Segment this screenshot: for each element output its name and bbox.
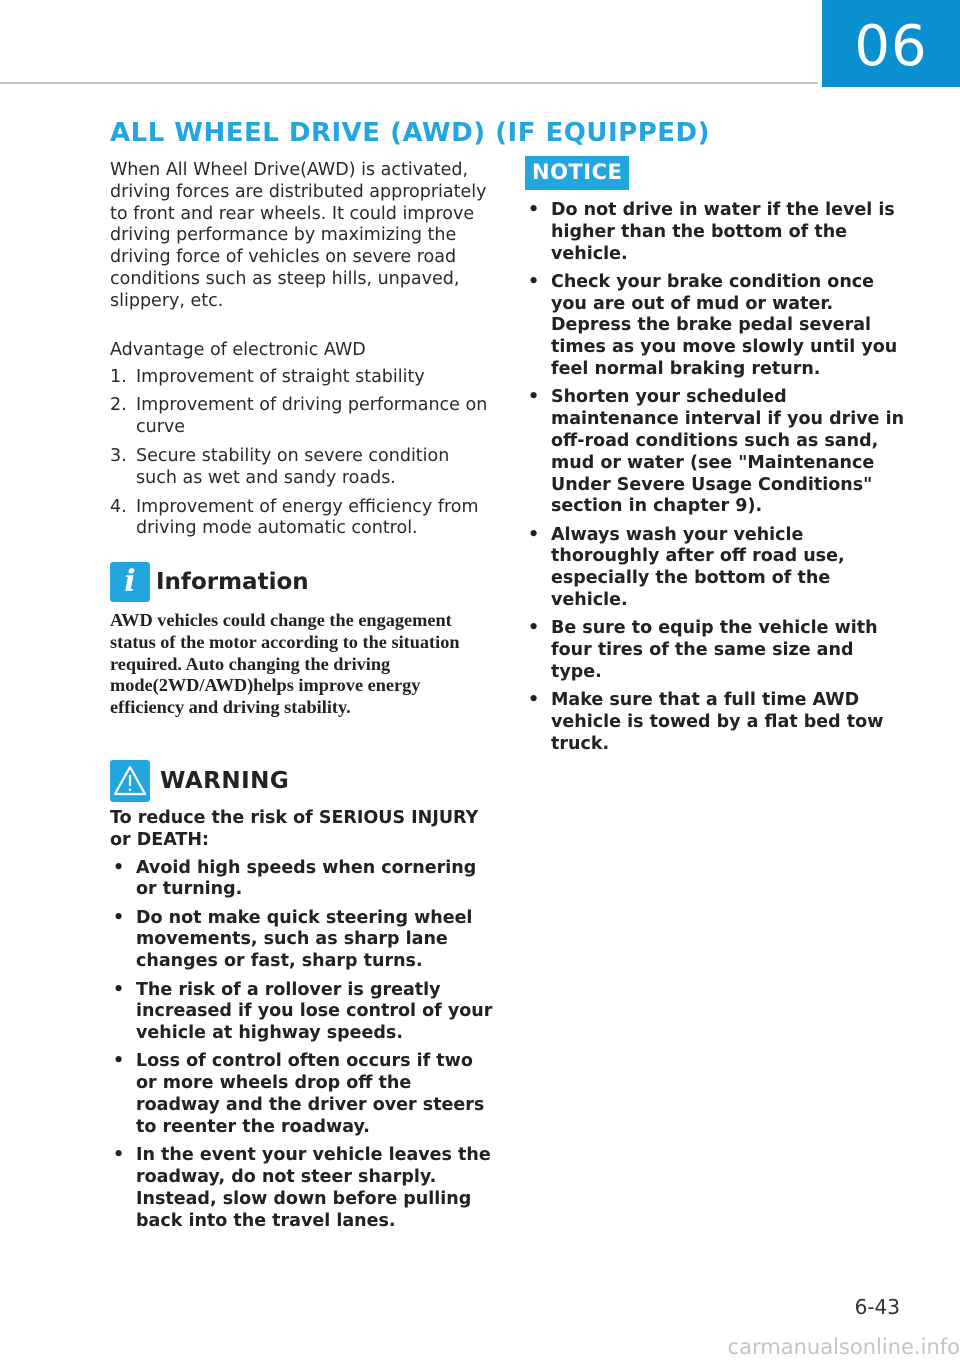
list-item: • Shorten your scheduled maintenance interval if you drive in off-road conditions such as sand, mud or water (see "Maintenance Under Severe Usage Conditions" section in chapter 9). xyxy=(528,387,905,517)
chapter-number: 06 xyxy=(854,14,928,79)
list-item: 1. Improvement of straight stability xyxy=(110,366,425,387)
information-label: Information xyxy=(156,569,309,595)
list-item: 2. Improvement of driving performance on curve xyxy=(110,395,488,438)
section-title: ALL WHEEL DRIVE (AWD) (IF EQUIPPED) xyxy=(110,118,710,148)
list-item: • Always wash your vehicle thoroughly after off road use, especially the bottom of the vehicle. xyxy=(528,524,845,611)
list-item: • In the event your vehicle leaves the roadway, do not steer sharply. Instead, slow down before pulling back into the travel lanes. xyxy=(113,1145,491,1231)
info-icon: i xyxy=(110,562,150,602)
advantages-title: Advantage of electronic AWD xyxy=(110,339,366,360)
list-item: • Loss of control often occurs if two or more wheels drop off the roadway and the driver over steers to reenter the roadway. xyxy=(113,1051,485,1137)
warning-label: WARNING xyxy=(160,768,290,794)
notice-badge: NOTICE xyxy=(525,156,629,190)
list-item: 4. Improvement of energy efficiency from driving mode automatic control. xyxy=(110,496,479,539)
warning-header xyxy=(110,760,495,802)
warning-intro: To reduce the risk of SERIOUS INJURY or DEATH: xyxy=(110,808,479,850)
warning-list xyxy=(110,858,495,1233)
page-number: 6-43 xyxy=(854,1295,900,1319)
information-text: AWD vehicles could change the engagement status of the motor according to the situation required. Auto changing the driving mode(2WD/AWD)helps improve energy efficiency and driving stability. xyxy=(110,610,460,718)
list-item: • Do not drive in water if the level is higher than the bottom of the vehicle. xyxy=(528,200,895,264)
list-item: • Do not make quick steering wheel movements, such as sharp lane changes or fast, sharp turns. xyxy=(113,907,473,972)
watermark: carmanualsonline.info xyxy=(727,1335,960,1359)
list-item: • Make sure that a full time AWD vehicle is towed by a flat bed tow truck. xyxy=(528,690,884,754)
right-column xyxy=(525,156,910,762)
list-item: • The risk of a rollover is greatly increased if you lose control of your vehicle at highway speeds. xyxy=(113,979,493,1044)
warning-triangle-icon xyxy=(110,760,150,802)
information-header xyxy=(110,562,490,602)
chapter-tab xyxy=(822,0,960,87)
left-column xyxy=(110,160,490,547)
notice-list xyxy=(525,200,910,756)
header-rule xyxy=(0,82,818,84)
warning-box xyxy=(110,760,495,1239)
advantages-list xyxy=(110,367,490,541)
list-item: • Check your brake condition once you are out of mud or water. Depress the brake pedal several times as you move slowly until you feel normal braking return. xyxy=(528,271,898,380)
list-item: • Avoid high speeds when cornering or turning. xyxy=(113,857,477,900)
list-item: • Be sure to equip the vehicle with four tires of the same size and type. xyxy=(528,618,878,682)
intro-paragraph: When All Wheel Drive(AWD) is activated, driving forces are distributed appropriately to front and rear wheels. It could improve driving performance by maximizing the driving force of vehicles on severe road conditions such as steep hills, unpaved, slippery, etc. xyxy=(110,160,487,311)
list-item: 3. Secure stability on severe condition such as wet and sandy roads. xyxy=(110,445,450,488)
information-box xyxy=(110,562,490,719)
